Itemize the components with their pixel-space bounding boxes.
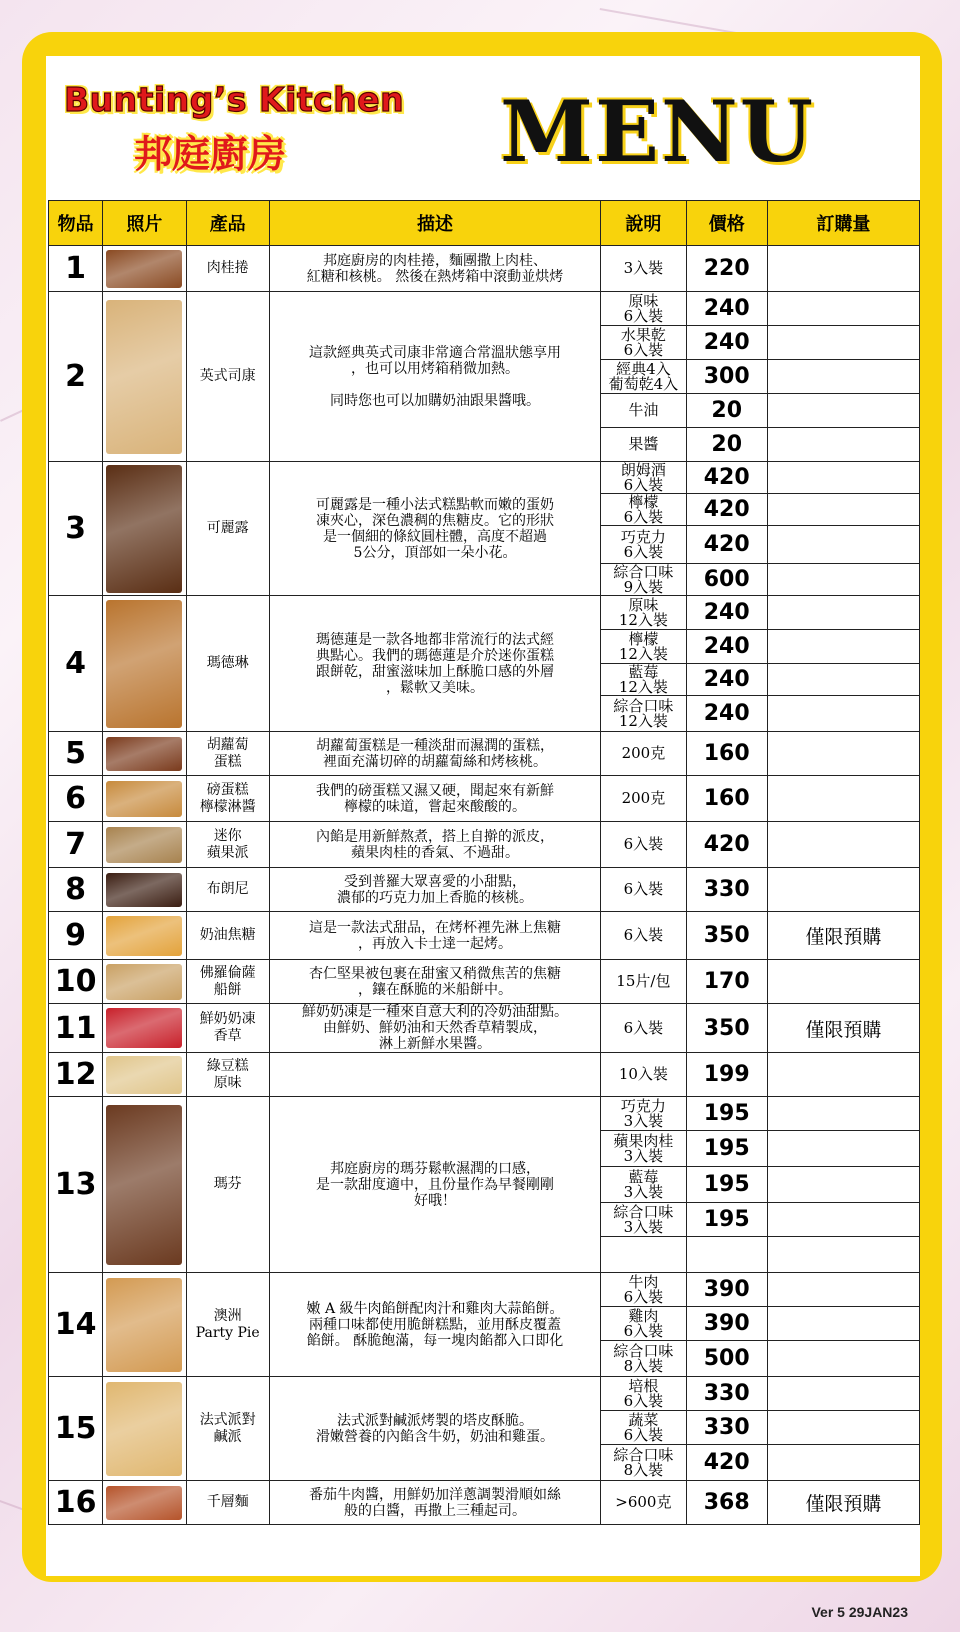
product-name-text: 澳洲 Party Pie [195, 1307, 260, 1341]
product-description: 邦庭廚房的瑪芬鬆軟濕潤的口感， 是一款甜度適中，且份量作為早餐剛剛 好哦！ [269, 1097, 600, 1273]
product-description: 瑪德蓮是一款各地都非常流行的法式經 典點心。我們的瑪德蓮是介於迷你蛋糕 跟餅乾，甜蜜滋味加上酥脆口感的外層 ，鬆軟又美味。 [269, 596, 600, 732]
header-description: 描述 [269, 201, 600, 246]
price-cell: 420 [686, 494, 767, 526]
order-quantity-cell[interactable] [767, 1053, 919, 1097]
price-cell: 390 [686, 1273, 767, 1307]
header-photo: 照片 [103, 201, 186, 246]
table-row [49, 1481, 920, 1525]
product-name-text: 綠豆糕 原味 [206, 1057, 249, 1091]
spec-text: 6入裝 [623, 1018, 664, 1037]
spec-cell [601, 822, 686, 868]
spec-cell [601, 1053, 686, 1097]
item-number: 15 [49, 1377, 103, 1481]
header-quantity: 訂購量 [767, 201, 919, 246]
price-cell: 220 [686, 246, 767, 292]
product-photo [103, 246, 186, 292]
order-quantity-cell[interactable] [767, 664, 919, 696]
price-cell: 195 [686, 1167, 767, 1203]
table-row [49, 1377, 920, 1411]
spec-text: 檸檬 12入裝 [618, 629, 668, 663]
spec-text: 15片/包 [616, 972, 671, 990]
spec-cell [601, 360, 686, 394]
product-name-text: 千層麵 [206, 1494, 249, 1510]
product-name-text: 迷你 蘋果派 [206, 827, 249, 861]
spec-cell [601, 596, 686, 630]
product-image [106, 1486, 182, 1520]
product-name [186, 960, 269, 1004]
product-name [186, 868, 269, 912]
table-row [49, 1004, 920, 1053]
product-description: 這是一款法式甜品，在烤杯裡先淋上焦糖 ，再放入卡士達一起烤。 [269, 912, 600, 960]
product-description: 內餡是用新鮮熬煮，搭上自擀的派皮， 蘋果肉桂的香氣、不過甜。 [269, 822, 600, 868]
version-label: Ver 5 29JAN23 [811, 1604, 908, 1620]
spec-text: 200克 [621, 744, 666, 762]
spec-text: 200克 [621, 789, 666, 807]
spec-cell [601, 630, 686, 664]
table-row [49, 462, 920, 494]
order-quantity-cell[interactable]: 僅限預購 [767, 1004, 919, 1053]
order-quantity-cell[interactable]: 僅限預購 [767, 912, 919, 960]
order-quantity-cell[interactable] [767, 1307, 919, 1341]
price-cell: 420 [686, 462, 767, 494]
product-name [186, 292, 269, 462]
spec-text: 蔬菜 6入裝 [623, 1410, 664, 1444]
product-image [106, 600, 182, 728]
item-number: 2 [49, 292, 103, 462]
order-quantity-cell[interactable] [767, 630, 919, 664]
spec-text: 牛油 [628, 401, 659, 419]
spec-cell [601, 428, 686, 462]
product-name [186, 246, 269, 292]
price-cell: 240 [686, 664, 767, 696]
price-cell: 420 [686, 822, 767, 868]
table-row [49, 822, 920, 868]
order-quantity-cell[interactable] [767, 1377, 919, 1411]
product-image [106, 1382, 182, 1476]
order-quantity-cell[interactable] [767, 1167, 919, 1203]
spec-text: 原味 6入裝 [623, 291, 664, 325]
spec-cell [601, 292, 686, 326]
spec-text: 原味 12入裝 [618, 595, 668, 629]
order-quantity-cell[interactable] [767, 1273, 919, 1307]
order-quantity-cell[interactable] [767, 1203, 919, 1237]
product-name [186, 1004, 269, 1053]
spec-cell [601, 912, 686, 960]
spec-cell [601, 394, 686, 428]
order-quantity-cell[interactable] [767, 326, 919, 360]
spec-cell [601, 526, 686, 564]
spec-cell [601, 1273, 686, 1307]
menu-body [49, 246, 920, 1525]
item-number: 1 [49, 246, 103, 292]
spec-text: 雞肉 6入裝 [623, 1306, 664, 1340]
price-cell: 199 [686, 1053, 767, 1097]
price-cell: 240 [686, 630, 767, 664]
product-name [186, 1377, 269, 1481]
product-name-text: 布朗尼 [206, 881, 249, 897]
price-cell: 20 [686, 394, 767, 428]
order-quantity-cell[interactable] [767, 246, 919, 292]
spec-cell [601, 326, 686, 360]
brand-name-en: Bunting’s Kitchen [64, 80, 405, 119]
product-description: 邦庭廚房的肉桂捲，麵團撒上肉桂、 紅糖和核桃。 然後在熱烤箱中滾動並烘烤 [269, 246, 600, 292]
table-row [49, 292, 920, 326]
order-quantity-cell[interactable] [767, 526, 919, 564]
order-quantity-cell[interactable] [767, 822, 919, 868]
spec-cell [601, 1341, 686, 1377]
price-cell: 20 [686, 428, 767, 462]
spec-text: 綜合口味 8入裝 [613, 1445, 674, 1479]
spec-text: 綜合口味 3入裝 [613, 1202, 674, 1236]
product-photo [103, 1053, 186, 1097]
item-number: 4 [49, 596, 103, 732]
spec-text: 藍莓 12入裝 [618, 662, 668, 696]
spec-text: 水果乾 6入裝 [620, 325, 666, 359]
table-row [49, 1097, 920, 1131]
table-row [49, 732, 920, 776]
product-name-text: 胡蘿蔔 蛋糕 [206, 736, 249, 770]
price-cell: 330 [686, 868, 767, 912]
order-quantity-cell[interactable] [767, 1131, 919, 1167]
order-quantity-cell[interactable] [767, 1341, 919, 1377]
table-row [49, 1053, 920, 1097]
spec-cell [601, 1167, 686, 1203]
spec-text: 巧克力 6入裝 [620, 527, 666, 561]
item-number: 16 [49, 1481, 103, 1525]
order-quantity-cell[interactable] [767, 776, 919, 822]
product-photo [103, 1004, 186, 1053]
header-price: 價格 [686, 201, 767, 246]
order-quantity-cell[interactable] [767, 1237, 919, 1273]
order-quantity-cell[interactable] [767, 360, 919, 394]
table-row [49, 868, 920, 912]
product-name [186, 596, 269, 732]
price-cell: 240 [686, 326, 767, 360]
product-description: 杏仁堅果被包裹在甜蜜又稍微焦苦的焦糖 ，鑲在酥脆的米船餅中。 [269, 960, 600, 1004]
product-photo [103, 292, 186, 462]
item-number: 5 [49, 732, 103, 776]
order-quantity-cell[interactable] [767, 960, 919, 1004]
product-image [106, 916, 182, 956]
product-description: 可麗露是一種小法式糕點軟而嫩的蛋奶 凍夾心，深色濃稠的焦糖皮。它的形狀 是一個細的條紋圓柱體，高度不超過 5公分，頂部如一朵小花。 [269, 462, 600, 596]
price-cell: 420 [686, 526, 767, 564]
product-photo [103, 912, 186, 960]
spec-cell [601, 1307, 686, 1341]
order-quantity-cell[interactable] [767, 564, 919, 596]
product-description: 這款經典英式司康非常適合常溫狀態享用 ，也可以用烤箱稍微加熱。 同時您也可以加購奶油跟果醬哦。 [269, 292, 600, 462]
brand-name-zh: 邦庭廚房 [134, 132, 287, 176]
spec-cell [601, 868, 686, 912]
product-image [106, 1056, 182, 1094]
product-description [269, 1053, 600, 1097]
spec-text: 巧克力 3入裝 [620, 1096, 666, 1130]
price-cell: 350 [686, 912, 767, 960]
price-cell: 160 [686, 776, 767, 822]
spec-text: 6入裝 [623, 835, 664, 853]
menu-title: MENU [500, 82, 816, 181]
spec-text: 牛肉 6入裝 [623, 1272, 664, 1306]
spec-cell [601, 1377, 686, 1411]
spec-text: 果醬 [628, 435, 659, 453]
product-description: 鮮奶奶凍是一種來自意大利的冷奶油甜點。 由鮮奶、鮮奶油和天然香草精製成， 淋上新鮮水果醬。 [269, 1004, 600, 1053]
item-number: 13 [49, 1097, 103, 1273]
product-name [186, 462, 269, 596]
spec-text: 綜合口味 9入裝 [613, 562, 674, 596]
price-cell: 195 [686, 1097, 767, 1131]
product-image [106, 1278, 182, 1372]
order-quantity-cell[interactable] [767, 394, 919, 428]
item-number: 14 [49, 1273, 103, 1377]
table-header-row [49, 201, 920, 246]
product-name [186, 776, 269, 822]
item-number: 8 [49, 868, 103, 912]
order-quantity-cell[interactable] [767, 596, 919, 630]
menu-table [48, 200, 920, 1525]
order-quantity-cell[interactable] [767, 428, 919, 462]
product-description: 我們的磅蛋糕又濕又硬，聞起來有新鮮 檸檬的味道，嘗起來酸酸的。 [269, 776, 600, 822]
spec-text: 蘋果肉桂 3入裝 [613, 1131, 674, 1165]
order-quantity-cell[interactable] [767, 292, 919, 326]
price-cell: 170 [686, 960, 767, 1004]
header-spec: 說明 [601, 201, 686, 246]
header-item: 物品 [49, 201, 103, 246]
product-photo [103, 960, 186, 1004]
spec-cell [601, 1411, 686, 1445]
order-quantity-cell[interactable] [767, 696, 919, 732]
product-name [186, 732, 269, 776]
price-cell: 368 [686, 1481, 767, 1525]
spec-text: >600克 [615, 1493, 672, 1511]
price-cell: 420 [686, 1445, 767, 1481]
spec-cell [601, 494, 686, 526]
price-cell: 240 [686, 696, 767, 732]
spec-text: 朗姆酒 6入裝 [620, 460, 666, 494]
table-row [49, 912, 920, 960]
product-image [106, 827, 182, 863]
product-photo [103, 596, 186, 732]
spec-cell [601, 776, 686, 822]
product-name-text: 瑪芬 [213, 1176, 242, 1192]
product-photo [103, 1097, 186, 1273]
price-cell: 390 [686, 1307, 767, 1341]
price-cell: 350 [686, 1004, 767, 1053]
product-name [186, 1053, 269, 1097]
price-cell: 195 [686, 1203, 767, 1237]
spec-text: 檸檬 6入裝 [623, 492, 664, 526]
table-row [49, 246, 920, 292]
price-cell [686, 1237, 767, 1273]
product-image [106, 964, 182, 1000]
price-cell: 330 [686, 1377, 767, 1411]
spec-cell [601, 1445, 686, 1481]
product-photo [103, 776, 186, 822]
order-quantity-cell[interactable] [767, 1445, 919, 1481]
product-name-text: 磅蛋糕 檸檬淋醬 [199, 781, 256, 815]
price-cell: 160 [686, 732, 767, 776]
table-row [49, 1273, 920, 1307]
spec-text: 培根 6入裝 [623, 1376, 664, 1410]
spec-text: 綜合口味 8入裝 [613, 1341, 674, 1375]
spec-cell [601, 664, 686, 696]
product-photo [103, 1481, 186, 1525]
product-image [106, 737, 182, 771]
item-number: 10 [49, 960, 103, 1004]
product-name-text: 佛羅倫薩 船餅 [199, 964, 256, 998]
spec-cell [601, 1203, 686, 1237]
order-quantity-cell[interactable] [767, 868, 919, 912]
spec-cell [601, 1131, 686, 1167]
item-number: 9 [49, 912, 103, 960]
order-quantity-cell[interactable] [767, 732, 919, 776]
spec-text: 6入裝 [623, 880, 664, 898]
product-photo [103, 732, 186, 776]
product-image [106, 1008, 182, 1048]
table-row [49, 960, 920, 1004]
product-name-text: 英式司康 [199, 368, 256, 384]
spec-text: 經典4入 葡萄乾4入 [608, 359, 679, 393]
product-name-text: 法式派對 鹹派 [199, 1411, 256, 1445]
price-cell: 300 [686, 360, 767, 394]
product-name-text: 可麗露 [206, 520, 249, 536]
product-name-text: 奶油焦糖 [199, 927, 256, 943]
product-description: 嫩 A 級牛肉餡餅配肉汁和雞肉大蒜餡餅。 兩種口味都使用脆餅糕點，並用酥皮覆蓋 餡餅。 酥脆飽滿，每一塊肉餡都入口即化 [269, 1273, 600, 1377]
product-name [186, 1097, 269, 1273]
product-photo [103, 1273, 186, 1377]
header-product: 產品 [186, 201, 269, 246]
item-number: 7 [49, 822, 103, 868]
price-cell: 330 [686, 1411, 767, 1445]
price-cell: 600 [686, 564, 767, 596]
spec-cell [601, 1004, 686, 1053]
spec-cell [601, 960, 686, 1004]
spec-cell [601, 1237, 686, 1273]
order-quantity-cell[interactable]: 僅限預購 [767, 1481, 919, 1525]
spec-cell [601, 564, 686, 596]
spec-text: 6入裝 [623, 926, 664, 944]
brand-logo [64, 80, 434, 190]
product-photo [103, 822, 186, 868]
item-number: 11 [49, 1004, 103, 1053]
price-cell: 240 [686, 292, 767, 326]
product-name-text: 鮮奶奶凍 香草 [199, 1011, 256, 1044]
table-row [49, 776, 920, 822]
product-image [106, 465, 182, 593]
order-quantity-cell[interactable] [767, 1411, 919, 1445]
product-photo [103, 462, 186, 596]
spec-cell [601, 1481, 686, 1525]
order-quantity-cell[interactable] [767, 1097, 919, 1131]
spec-text: 3入裝 [623, 259, 664, 277]
product-photo [103, 1377, 186, 1481]
product-image [106, 781, 182, 817]
spec-cell [601, 732, 686, 776]
product-image [106, 300, 182, 454]
product-name-text: 瑪德琳 [206, 655, 249, 671]
spec-cell [601, 1097, 686, 1131]
product-photo [103, 868, 186, 912]
product-name [186, 1481, 269, 1525]
spec-text: 10入裝 [618, 1065, 668, 1083]
product-name [186, 822, 269, 868]
product-image [106, 873, 182, 907]
price-cell: 500 [686, 1341, 767, 1377]
order-quantity-cell[interactable] [767, 494, 919, 526]
spec-cell [601, 246, 686, 292]
product-description: 法式派對鹹派烤製的塔皮酥脆。 滑嫩營養的內餡含牛奶，奶油和雞蛋。 [269, 1377, 600, 1481]
item-number: 3 [49, 462, 103, 596]
product-image [106, 1105, 182, 1265]
spec-text: 綜合口味 12入裝 [613, 696, 674, 730]
price-cell: 240 [686, 596, 767, 630]
spec-text: 藍莓 3入裝 [623, 1167, 664, 1201]
product-description: 番茄牛肉醬，用鮮奶加洋蔥調製滑順如絲 般的白醬，再撒上三種起司。 [269, 1481, 600, 1525]
price-cell: 195 [686, 1131, 767, 1167]
product-name [186, 1273, 269, 1377]
order-quantity-cell[interactable] [767, 462, 919, 494]
product-description: 胡蘿蔔蛋糕是一種淡甜而濕潤的蛋糕， 裡面充滿切碎的胡蘿蔔絲和烤核桃。 [269, 732, 600, 776]
product-image [106, 250, 182, 288]
table-row [49, 596, 920, 630]
product-description: 受到普羅大眾喜愛的小甜點， 濃郁的巧克力加上香脆的核桃。 [269, 868, 600, 912]
spec-cell [601, 462, 686, 494]
product-name-text: 肉桂捲 [206, 260, 249, 276]
item-number: 6 [49, 776, 103, 822]
spec-cell [601, 696, 686, 732]
product-name [186, 912, 269, 960]
item-number: 12 [49, 1053, 103, 1097]
